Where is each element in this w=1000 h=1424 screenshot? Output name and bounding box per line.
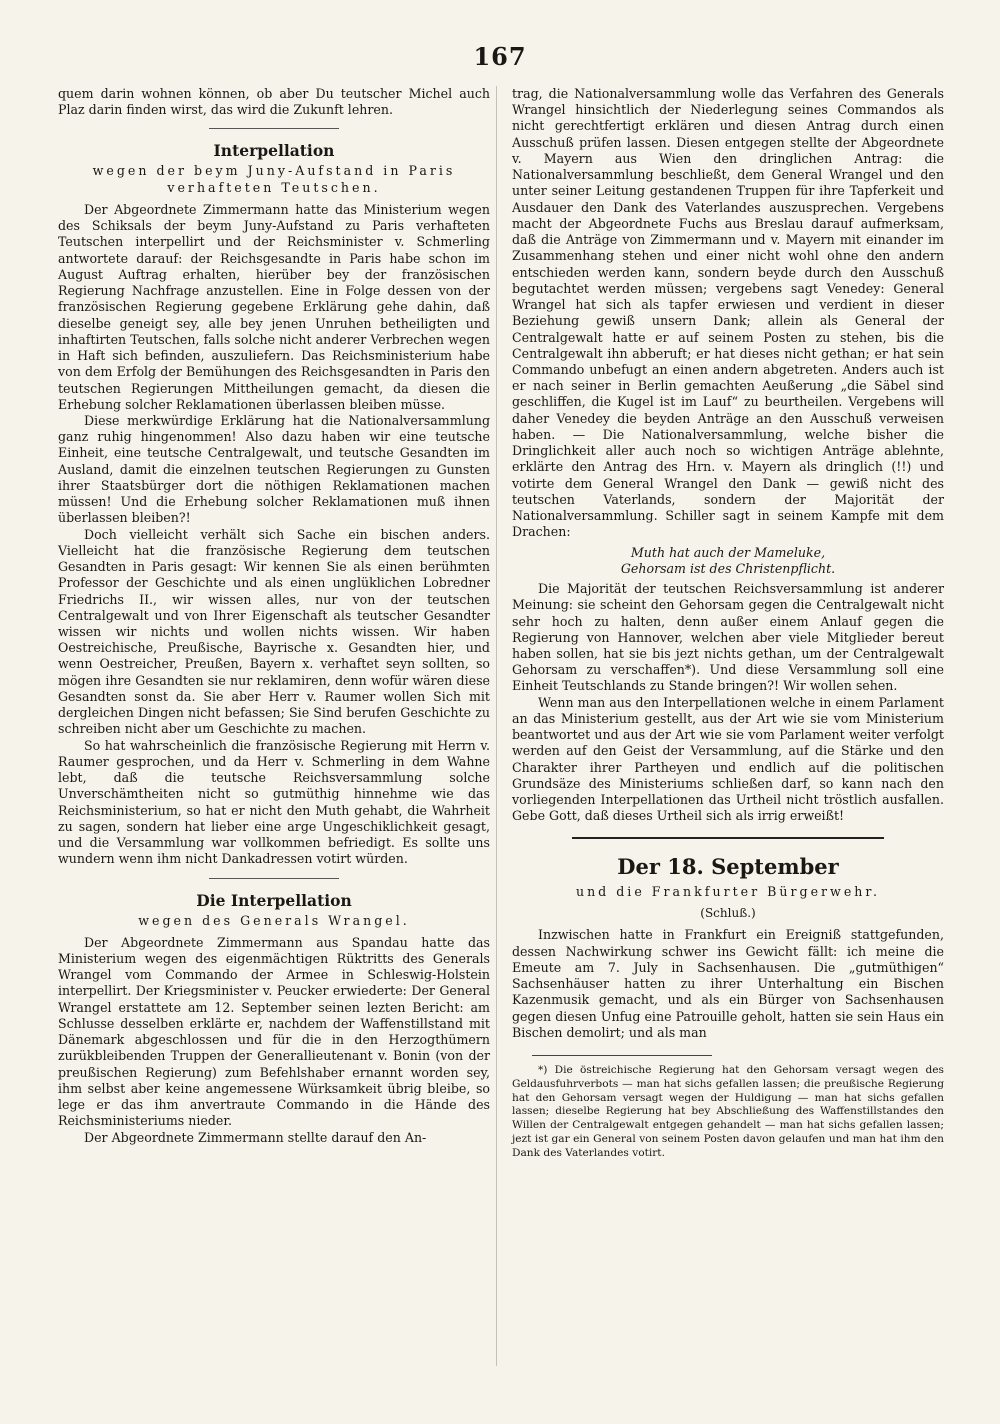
paragraph: Wenn man aus den Interpellationen welche in einem Parlament an das Ministerium gestellt, aus der Art wie sie vom Ministerium beantwortet und aus der Art wie sie vom Parlament weiter verfolgt werden auf den Geist der Versammlung, auf die Stärke und den Charakter ihrer Partheyen und endlich auf die politischen Grundsäze des Ministeriums schließen darf, so kann nach den vorliegenden Interpellationen das Urtheil nicht tröstlich ausfallen. Gebe Gott, daß dieses Urtheil sich als irrig erweißt!	[512, 694, 944, 824]
section-title: Die Interpellation	[196, 890, 352, 910]
left-column	[58, 86, 490, 1146]
page-number: 167	[473, 42, 527, 71]
paragraph: Der Abgeordnete Zimmermann aus Spandau hatte das Ministerium wegen des eigenmächtigen Rüktritts des Generals Wrangel vom Commando der Armee in Schleswig-Holstein interpellirt. Der Kriegsminister v. Peucker erwiederte: Der General Wrangel erstattete am 12. September seinen lezten Bericht: am Schlusse desselben erklärte er, nachdem der Waffenstillstand mit Dänemark abgeschlossen und für die in den Herzogthümern zurükbleibenden Truppen der Generallieutenant v. Bonin (von der preußischen Regierung) zum Befehlshaber ernannt worden sey, ihm selbst aber keine angemessene Würksamkeit übrig bleibe, so lege er das ihm anvertraute Commando in die Hände des Reichsministeriums nieder.	[58, 934, 490, 1129]
paragraph: So hat wahrscheinlich die französische Regierung mit Herrn v. Raumer gesprochen, und da Herr v. Schmerling in dem Wahne lebt, daß die teutsche Reichsversammlung solche Unverschämtheiten nicht so gutmüthig hinnehme wie das Reichsministerium, so hat er nicht den Muth gehabt, die Wahrheit zu sagen, sondern hat lieber eine arge Ungeschiklichkeit gesagt, und die Versammlung war vollkommen befriedigt. Es sollte uns wundern wenn ihm nicht Dankadressen votirt würden.	[58, 737, 490, 867]
footnote-divider	[532, 1055, 712, 1056]
paragraph: trag, die Nationalversammlung wolle das Verfahren des Generals Wrangel hinsichtlich der Niederlegung seines Commandos als nicht gerechtfertigt erklären und diesen Antrag durch einen Ausschuß prüfen lassen. Diesen entgegen stellte der Abgeordnete v. Mayern aus Wien den dringlichen Antrag: die Nationalversammlung beschließt, dem General Wrangel und den unter seiner Leitung gestandenen Truppen für ihre Tapferkeit und Ausdauer den Dank des Vaterlandes auszusprechen. Vergebens macht der Abgeordnete Fuchs aus Breslau darauf aufmerksam, daß die Anträge von Zimmermann und v. Mayern mit einander im Zusammenhang stehen und einer nicht wohl ohne den andern entschieden werden kann, sondern beyde durch den Ausschuß begutachtet werden müssen; vergebens sagt Venedey: General Wrangel hat sich als tapfer erwiesen und verdient in dieser Beziehung gewiß unsern Dank; allein als General der Centralgewalt hatte er auf seinem Posten zu stehen, bis die Centralgewalt ihn abberuft; er hat dieses nicht gethan; er hat sein Commando unbefugt an einen andern abgetreten. Anders auch ist er nach seiner in Berlin gemachten Aeußerung „die Säbel sind geschliffen, die Kugel ist im Lauf“ zu beurtheilen. Vergebens will daher Venedey die beyden Anträge an den Ausschuß verweisen haben. — Die Nationalversammlung, welche bisher die Dringlichkeit aller auch noch so wichtigen Anträge ablehnte, erklärte den Antrag des Hrn. v. Mayern als dringlich (!!) und votirte dem General Wrangel den Dank — gewiß nicht des teutschen Vaterlands, sondern der Majorität der Nationalversammlung. Schiller sagt in seinem Kampfe mit dem Drachen:	[512, 86, 944, 540]
poem-quote	[512, 545, 944, 577]
right-column	[512, 86, 944, 1160]
section-divider	[209, 128, 339, 129]
section-divider	[572, 837, 884, 839]
paragraph: Der Abgeordnete Zimmermann stellte darauf den An-	[84, 1129, 427, 1145]
paragraph: Inzwischen hatte in Frankfurt ein Ereigniß stattgefunden, dessen Nachwirkung schwer ins Gewicht fällt: ich meine die Emeute am 7. July in Sachsenhausen. Die „gutmüthigen“ Sachsenhäuser hatten zu ihrer Unterhaltung ein Bischen Kazenmusik gemacht, und als ein Bürger von Sachsenhausen gegen diesen Unfug eine Patrouille geholt, hatten sie sein Haus ein Bischen demolirt; und als man	[512, 927, 944, 1040]
section-title: Der 18. September	[617, 853, 839, 879]
paragraph: Doch vielleicht verhält sich Sache ein bischen anders. Vielleicht hat die französische Regierung dem teutschen Gesandten in Paris gesagt: Wir kennen Sie als einen berühmten Professor der Geschichte und als einen unglüklichen Lobredner Friedrichs II., wir wissen alles, nur von der teutschen Centralgewalt und von Ihrer Eigenschaft als teutscher Gesandter wissen wir nichts und wollen nichts wissen. Wir haben Oestreichische, Preußische, Bayrische x. Gesandten hier, und wenn Oestreicher, Preußen, Bayern x. verhaftet seyn sollten, so mögen ihre Gesandten sie nur reklamiren, denn wofür wären diese Gesandten sonst da. Sie aber Herr v. Raumer wollen Sich mit dergleichen Dingen nicht befassen; Sie Sind berufen Geschichte zu schreiben nicht aber um Geschichte zu machen.	[58, 526, 490, 737]
paragraph: Diese merkwürdige Erklärung hat die Nationalversammlung ganz ruhig hingenommen! Also dazu haben wir eine teutsche Einheit, eine teutsche Centralgewalt, und teutsche Gesandten im Ausland, damit die einzelnen teutschen Regierungen zu Gunsten ihrer Staatsbürger dort die nöthigen Reklamationen machen müssen! Und die Erhebung solcher Reklamationen muß ihnen überlassen bleiben?!	[58, 412, 490, 526]
section-subtitle: und die Frankfurter Bürgerwehr.	[575, 883, 881, 899]
section-title: Interpellation	[213, 141, 335, 161]
paragraph: Der Abgeordnete Zimmermann hatte das Ministerium wegen des Schiksals der beym Juny-Aufstand zu Paris verhafteten Teutschen interpellirt und der Reichsminister v. Schmerling antwortete darauf: der Reichsgesandte in Paris habe schon im August Auftrag erhalten, hierüber bey der französischen Regierung Nachfrage anzustellen. Eine in Folge dessen von der französischen Regierung gegebene Erklärung gehe dahin, daß dieselbe geneigt sey, alle bey jenen Unruhen betheiligten und inhaftirten Teutschen, falls solche nicht anderer Verbrechen wegen in Haft sich befinden, auszuliefern. Das Reichsministerium habe von dem Erfolg der Bemühungen des Reichsgesandten in Paris den teutschen Regierungen Mittheilungen gemacht, da diesen die Erhebung solcher Reklamationen überlassen bleiben müsse.	[58, 201, 490, 412]
paragraph: Die Majorität der teutschen Reichsversammlung ist anderer Meinung: sie scheint den Gehorsam gegen die Centralgewalt nicht sehr hoch zu halten, denn außer einem Anlauf gegen die Regierung von Hannover, welchen aber viele Mitglieder bereut haben sollen, hat sie bis jezt nichts gethan, um der Centralgewalt Gehorsam zu verschaffen*). Und diese Versammlung soll eine Einheit Teutschlands zu Stande bringen?! Wir wollen sehen.	[512, 581, 944, 694]
quote-line: Muth hat auch der Mameluke,	[630, 544, 826, 560]
intro-paragraph: quem darin wohnen können, ob aber Du teutscher Michel auch Plaz darin finden wirst, das wird die Zukunft lehren.	[58, 86, 490, 118]
column-rule	[496, 86, 497, 1366]
section-subtitle: wegen des Generals Wrangel.	[138, 912, 410, 928]
quote-line: Gehorsam ist des Christenpflicht.	[620, 560, 836, 576]
section-divider	[209, 878, 339, 879]
continuation-note: (Schluß.)	[700, 905, 756, 920]
footnote: *) Die östreichische Regierung hat den Gehorsam versagt wegen des Geldausfuhrverbots — man hat sichs gefallen lassen; die preußische Regierung hat den Gehorsam versagt wegen der Huldigung — man hat sichs gefallen lassen; dieselbe Regierung hat bey Abschließung des Waffenstillstandes den Willen der Centralgewalt entgegen gehandelt — man hat sichs gefallen lassen; jezt ist gar ein General von seinem Posten davon gelaufen und man hat ihm den Dank des Vaterlandes votirt.	[512, 1063, 944, 1159]
section-subtitle: wegen der beym Juny-Aufstand in Paris verhafteten Teutschen.	[92, 163, 456, 195]
